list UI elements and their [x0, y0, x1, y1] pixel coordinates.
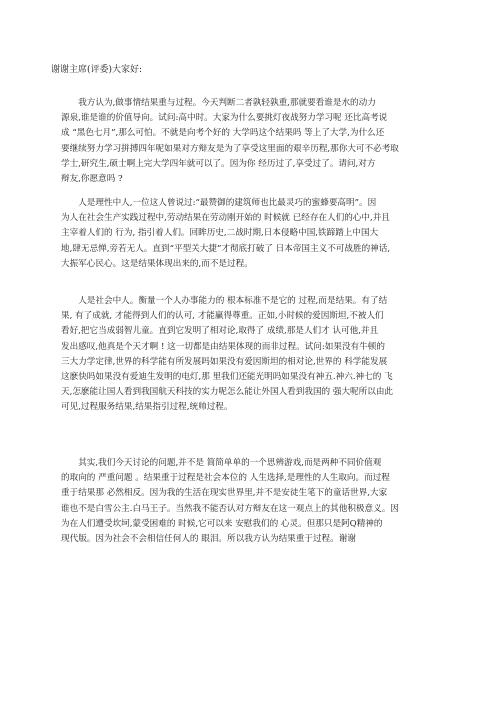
text-line: 人是社会中人。衡量一个人办事能力的 根本标准不是它的 过程,而是结果。有了结 [61, 296, 388, 306]
text-line: 学士,研究生,硕士啊上完大学四年就可以了。因为你 经历过了,享受过了。请问,对方 [61, 158, 376, 169]
text-line: 地,肆无忌惮,旁若无人。直到“平型关大捷”才彻底打破了 日本帝国主义不可战胜的神话, [61, 243, 391, 254]
text-line: 这麽快吗如果没有爱迪生发明的电灯,那 里我们还能光明吗如果没有神五.神六.神七的 飞 [61, 372, 393, 383]
text-line: 果, 有了成就, 才能得到人们的认可, 才能赢得尊重。正如,小时候的爱因斯坦,不被人们 [61, 311, 384, 322]
paragraph-4 [61, 456, 445, 547]
text-line: 为在人们遭受坎坷,蒙受困难的 时候,它可以来 安慰我们的 心灵。但那只是阿Q精神的 [61, 518, 383, 529]
text-line: 大振军心民心。这是结果体现出来的,而不是过程。 [61, 258, 253, 269]
text-line: 的取向的 严重问题 。结果重于过程是社会本位的 人生选择,是理性的人生取向。而过程 [61, 473, 390, 484]
text-line: 发出感叹,他真是个天才啊 ! 这一切都是由结果体现的而非过程。试问:如果没有牛顿的 [61, 341, 385, 352]
text-line: 辩友,你愿意吗 ? [61, 174, 123, 185]
text-line: 天,怎麽能让国人看到我国航天科技的实力呢怎么能让外国人看到我国的 强大呢所以由此 [61, 387, 394, 398]
text-line: 人是理性中人,一位这人曾说过:“最赞御的建筑师也比最灵巧的蜜蜂要高明”。因 [61, 198, 377, 208]
paragraph-3 [61, 294, 445, 416]
greeting: 谢谢主席(评委)大家好: [51, 65, 143, 75]
paragraph-1 [61, 96, 445, 187]
text-line: 看好,把它当成弱智儿童。直到它发明了相对论,取得了 成绩,那是人们才 认可他,并且 [61, 326, 379, 337]
text-line: 主宰着人们的 行为, 指引着人们。回眸历史,二战时期,日本侵略中国,铁蹄踏上中国大 [61, 228, 379, 239]
text-line: 我方认为,做事情结果重与过程。今天判断二者孰轻孰重,那就要看谁是水的动力 [61, 98, 376, 108]
text-line: 要继续努力学习拼搏四年呢如果对方辩友是为了享受这里面的艰辛历程,那你大可不必考取 [61, 143, 399, 154]
paragraph-2 [61, 196, 445, 272]
text-line: 源泉,谁是谁的价值导向。试问:高中时。大家为什么要挑灯夜战努力学习呢 还比高考说 [61, 113, 388, 124]
text-line: 三大力学定律,世界的科学能有所发展吗如果没有爱因斯坦的相对论,世界的 科学能发展 [61, 356, 388, 367]
text-line: 成 “黑色七月”,那么可怕。不就是向考个好的 大学吗这个结果吗 等上了大学,为什么还 [61, 128, 385, 139]
text-line: 谁也不是白雪公主.白马王子。当然我不能否认对方辩友在这一观点上的其他积极意义。因 [61, 503, 399, 514]
text-line: 其实,我们今天讨论的问题,并不是 简简单单的一个思辨游戏,而是两种不同价值观 [61, 458, 382, 468]
text-line: 为人在社会生产实践过程中,劳动结果在劳动刚开始的 时候就 已经存在人们的心中,并且 [61, 213, 390, 224]
text-line: 重于结果那 必然相反。因为我的生活在现实世界里,并不是安徒生笔下的童话世界,大家 [61, 488, 388, 499]
text-line: 现代版。因为社会不会相信任何人的 眼泪。所以我方认为结果重于过程。谢谢 [61, 534, 356, 545]
text-line: 可见,过程服务结果,结果指引过程,统帅过程。 [61, 402, 233, 413]
